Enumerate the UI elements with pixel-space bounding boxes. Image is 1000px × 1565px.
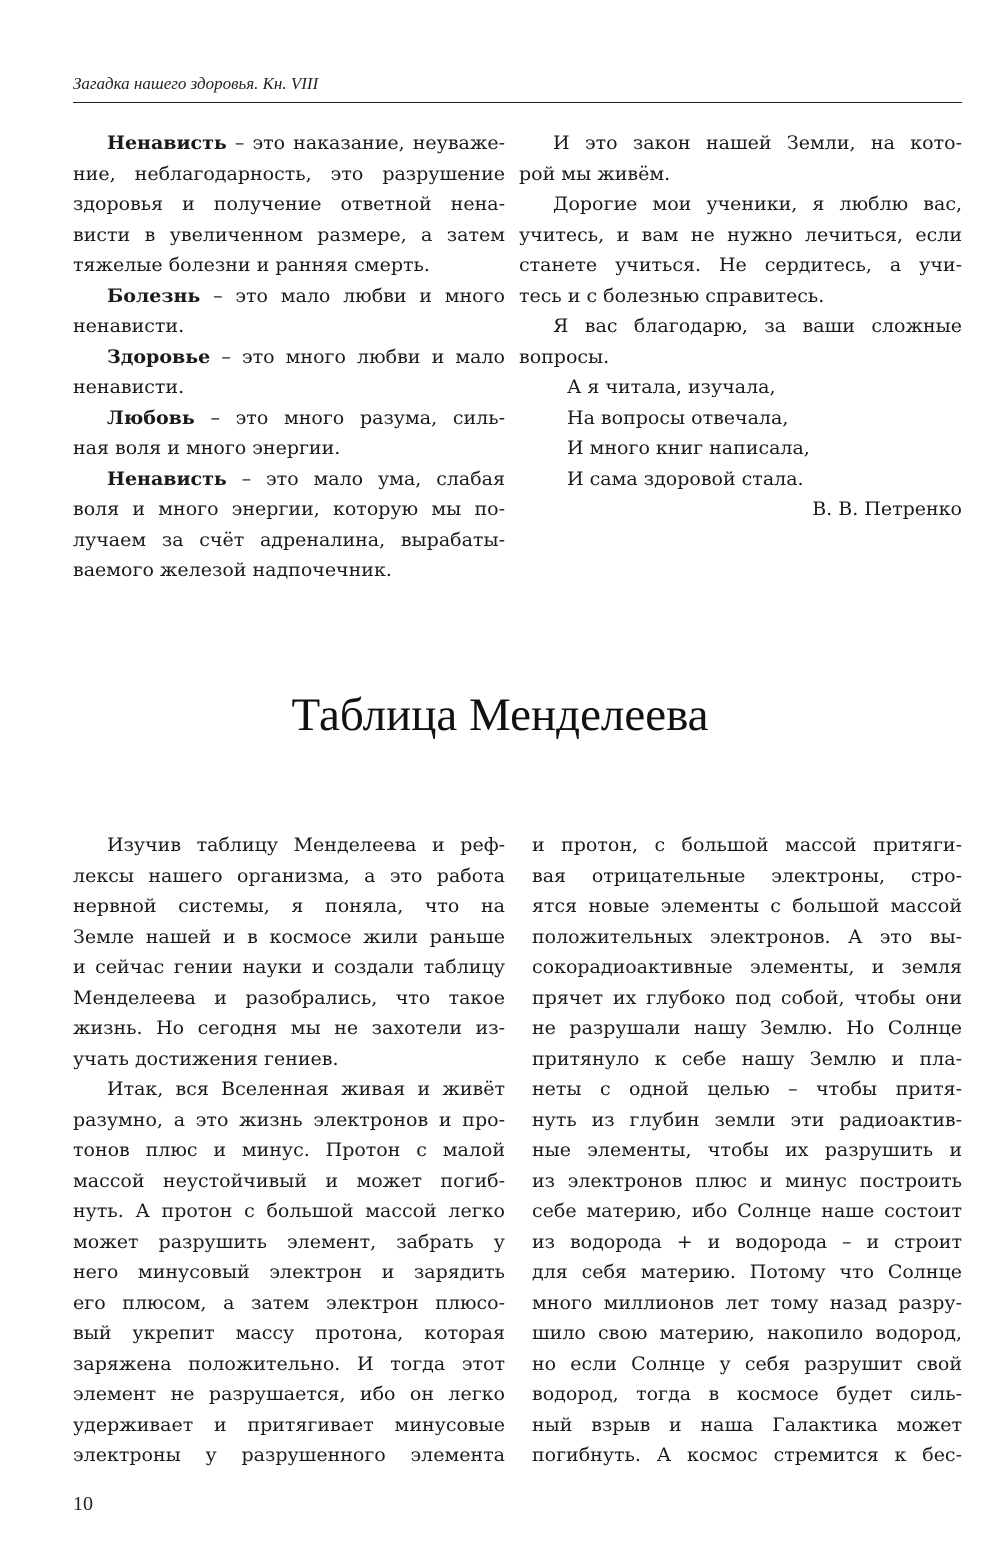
term-bold: Ненависть (107, 467, 227, 490)
text-line: воля и много энергии, которую мы по- (73, 498, 505, 520)
section2-left-column (73, 830, 505, 1471)
text-line: здоровья и получение ответной нена- (73, 193, 505, 215)
text-line: вопросы. (519, 345, 610, 368)
text-line: положительных электронов. А это вы- (532, 925, 962, 948)
text-line: его плюсом, а затем электрон плюсо- (73, 1291, 505, 1314)
text-line: может разрушить элемент, забрать у (73, 1230, 505, 1253)
term-bold: Любовь (107, 406, 195, 429)
text-line: массой неустойчивый и может погиб- (73, 1169, 505, 1192)
text-line: Менделеева и разобрались, что такое (73, 986, 505, 1009)
text-line: неты с одной целью – чтобы притя- (532, 1078, 962, 1100)
text-line: нервной системы, я поняла, что на (73, 895, 505, 917)
text-line: много миллионов лет тому назад разру- (532, 1291, 962, 1314)
text-line: элемент не разрушается, ибо он легко (73, 1383, 505, 1405)
text-line: но если Солнце у себя разрушит свой (532, 1352, 962, 1375)
text-line: Дорогие мои ученики, я люблю вас, (553, 193, 962, 215)
text-line: водород, тогда в космосе будет силь- (532, 1383, 962, 1405)
text-line: вый укрепит массу протона, которая (73, 1322, 505, 1344)
text-line: И это закон нашей Земли, на кото- (553, 132, 962, 154)
text-line: Я вас благодарю, за ваши сложные (553, 315, 962, 337)
text-line: Ненависть – это наказание, неуваже- (107, 132, 505, 154)
section1-left-column (73, 128, 505, 586)
text-line: ная воля и много энергии. (73, 437, 341, 459)
text-line: ненависти. (73, 376, 185, 398)
text-line: сокорадиоактивные элементы, и земля (532, 956, 962, 978)
term-bold: Болезнь (107, 284, 201, 307)
text-line: ные элементы, чтобы их разрушить и (532, 1139, 962, 1161)
text-line: и протон, с большой массой притяги- (532, 834, 962, 856)
signature: В. В. Петренко (812, 498, 962, 520)
verse-line: И сама здоровой стала. (567, 467, 804, 490)
text-line: рой мы живём. (519, 162, 671, 185)
text-line: вая отрицательные электроны, стро- (532, 864, 962, 887)
term-bold: Здоровье (107, 345, 211, 368)
text-line: учать достижения гениев. (73, 1047, 339, 1070)
text-line: Любовь – это много разума, силь- (107, 406, 505, 429)
text-line: ние, неблагодарность, это разрушение (73, 162, 505, 185)
text-line: из водорода + и водорода – и строит (532, 1230, 962, 1253)
text-line: Земле нашей и в космосе жили раньше (73, 925, 505, 948)
text-line: и сейчас гении науки и создали таблицу (73, 956, 505, 978)
text-line: ятся новые элементы с большой массой (532, 895, 962, 917)
text-line: тяжелые болезни и ранняя смерть. (73, 254, 430, 276)
text-line: лексы нашего организма, а это работа (73, 864, 505, 887)
text-line: не разрушали нашу Землю. Но Солнце (532, 1017, 962, 1039)
text-line: нуть. А протон с большой массой легко (73, 1200, 505, 1222)
text-line: разумно, а это жизнь электронов и про- (73, 1108, 505, 1131)
text-line: удерживает и притягивает минусовые (73, 1413, 505, 1436)
text-line: себе материю, ибо Солнце наше состоит (532, 1200, 962, 1222)
verse-line: И много книг написала, (567, 437, 810, 459)
section2-right-column (532, 830, 962, 1471)
text-line: ный взрыв и наша Галактика может (532, 1413, 962, 1436)
term-bold: Ненависть (107, 132, 227, 154)
text-line: ненависти. (73, 315, 185, 337)
text-line: тонов плюс и минус. Протон с малой (73, 1139, 505, 1161)
running-title: Загадка нашего здоровья. Кн. VIII (73, 74, 319, 93)
text-line: шило свою материю, накопило водород, (532, 1322, 962, 1344)
running-header (73, 72, 962, 103)
text-line: из электронов плюс и минус построить (532, 1169, 962, 1192)
text-line: Здоровье – это много любви и мало (107, 345, 505, 368)
verse-line: На вопросы отвечала, (567, 406, 789, 429)
text-line: прячет их глубоко под собой, чтобы они (532, 986, 962, 1009)
verse-line: А я читала, изучала, (567, 376, 776, 398)
text-line: Ненависть – это мало ума, слабая (107, 467, 505, 490)
text-line: притянуло к себе нашу Землю и пла- (532, 1047, 962, 1070)
section-title: Таблица Менделеева (291, 689, 709, 741)
text-line: висти в увеличенном размере, а затем (73, 223, 505, 246)
text-line: ваемого железой надпочечник. (73, 559, 392, 581)
text-line: лучаем за счёт адреналина, вырабаты- (73, 528, 505, 551)
text-line: нуть из глубин земли эти радиоактив- (532, 1108, 962, 1131)
text-line: погибнуть. А космос стремится к бес- (532, 1444, 962, 1466)
text-line: электроны у разрушенного элемента (73, 1444, 505, 1466)
text-line: жизнь. Но сегодня мы не захотели из- (73, 1017, 505, 1039)
text-line: станете учиться. Не сердитесь, а учи- (519, 254, 962, 276)
text-line: него минусовый электрон и зарядить (73, 1261, 505, 1283)
page-number: 10 (73, 1493, 93, 1515)
text-line: Болезнь – это мало любви и много (107, 284, 505, 307)
text-line: Итак, вся Вселенная живая и живёт (107, 1078, 505, 1100)
text-line: для себя материю. Потому что Солнце (532, 1261, 962, 1283)
text-line: Изучив таблицу Менделеева и реф- (107, 834, 505, 856)
section1-right-column (519, 128, 962, 525)
text-line: тесь и с болезнью справитесь. (519, 284, 825, 307)
text-line: заряжена положительно. И тогда этот (73, 1352, 505, 1375)
text-line: учитесь, и вам не нужно лечиться, если (519, 223, 962, 246)
